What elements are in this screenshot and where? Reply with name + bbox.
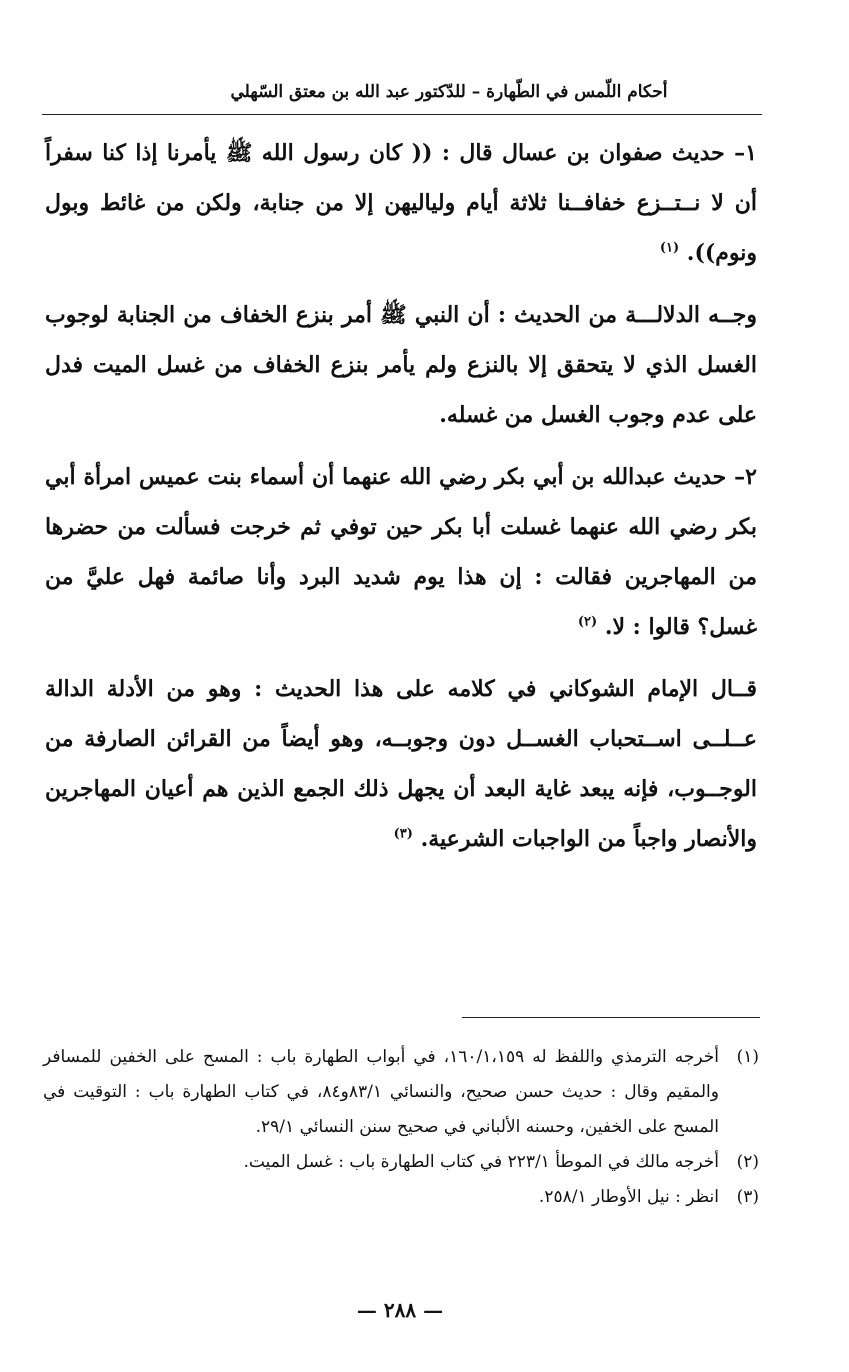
footnote-item (43, 1040, 759, 1145)
footnote-divider (462, 1017, 760, 1018)
footnote-item (43, 1180, 759, 1215)
paragraph-shawkani (45, 664, 757, 864)
footnotes (43, 1040, 759, 1215)
page-number: — ٢٨٨ — (356, 1298, 444, 1322)
paragraph-hadith-2 (45, 452, 757, 652)
footnote-number: (٣) (736, 1187, 759, 1207)
footnote-ref-2[interactable]: (٢) (577, 614, 598, 630)
footnote-ref-3[interactable]: (٣) (393, 826, 413, 842)
footnote-ref-1[interactable]: (١) (659, 240, 680, 256)
paragraph-text: قــال الإمام الشوكاني في كلامه على هذا الحديث : وهو من الأدلة الدالة عــلــى اســتحباب الغســل دون وجوبــه، وهو أيضاً من القرائن الصارفة من الوجــوب، فإنه يبعد غاية البعد أن يجهل ذلك الجمع الذين هم أعيان المهاجرين والأنصار واجباً من الواجبات الشرعية. (45, 676, 757, 852)
running-header: أحكام اللّمس في الطّهارة – للدّكتور عبد الله بن معتق السّهلي (230, 82, 668, 102)
footnote-number: (١) (736, 1047, 759, 1067)
footnote-text: أخرجه الترمذي واللفظ له ١٦٠/١،١٥٩، في أبواب الطهارة باب : المسح على الخفين للمسافر والمقيم وقال : حديث حسن صحيح، والنسائي ٨٣/١و٨٤، في كتاب الطهارة باب : التوقيت في المسح على الخفين، وحسنه الألباني في صحيح سنن النسائي ٢٩/١. (43, 1047, 719, 1137)
footnote-item (43, 1145, 759, 1180)
footnote-text: أخرجه مالك في الموطأ ٢٢٣/١ في كتاب الطهارة باب : غسل الميت. (243, 1152, 719, 1172)
paragraph-hadith-1 (45, 128, 757, 278)
paragraph-text: ١– حديث صفوان بن عسال قال : (( كان رسول الله ﷺ يأمرنا إذا كنا سفراً أن لا نــتــزع خفافــنا ثلاثة أيام ولياليهن إلا من جنابة، ولكن من غائط وبول ونوم)). (45, 140, 757, 266)
paragraph-evidence (45, 290, 757, 440)
paragraph-text: وجــه الدلالـــة من الحديث : أن النبي ﷺ أمر بنزع الخفاف من الجنابة لوجوب الغسل الذي لا يتحقق إلا بالنزع ولم يأمر بنزع الخفاف من غسل الميت فدل على عدم وجوب الغسل من غسله. (45, 302, 757, 428)
paragraph-text: ٢– حديث عبدالله بن أبي بكر رضي الله عنهما أن أسماء بنت عميس امرأة أبي بكر رضي الله عنهما غسلت أبا بكر حين توفي ثم خرجت فسألت من حضرها من المهاجرين فقالت : إن هذا يوم شديد البرد وأنا صائمة فهل عليَّ من غسل؟ قالوا : لا. (45, 464, 757, 640)
main-text (45, 128, 757, 876)
footnote-number: (٢) (736, 1152, 759, 1172)
footnote-text: انظر : نيل الأوطار ٢٥٨/١. (538, 1187, 719, 1207)
header-divider (42, 114, 762, 115)
